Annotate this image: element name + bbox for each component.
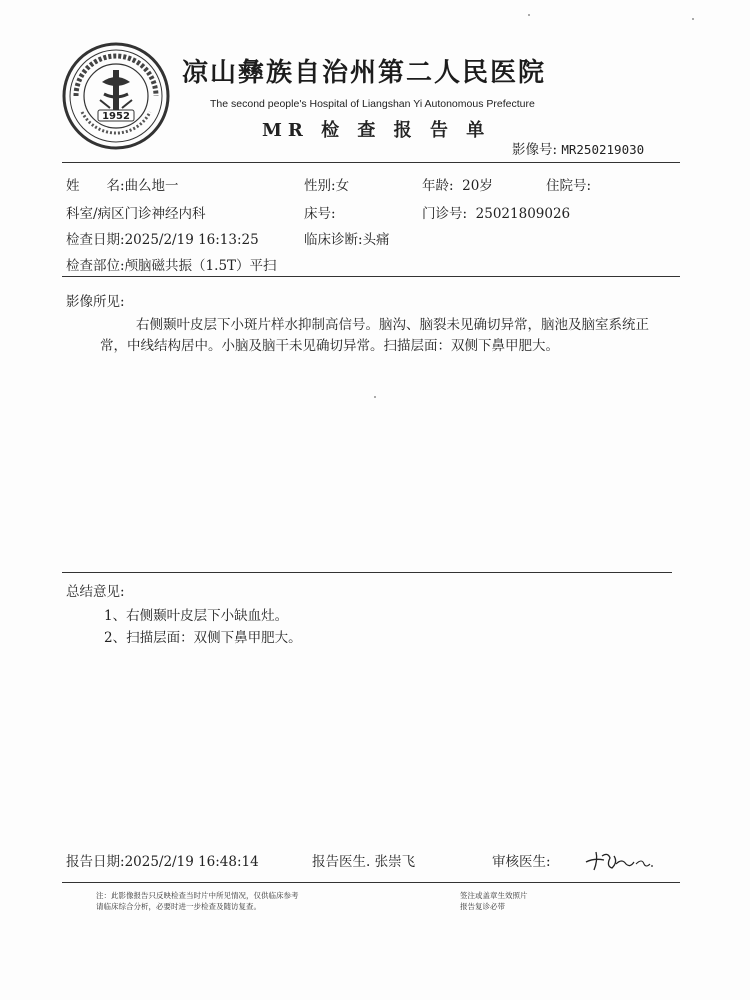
hospital-name-en: The second people's Hospital of Liangshan Yi Autonomous Prefecture <box>210 98 535 110</box>
report-title: MR 检 查 报 告 单 <box>262 120 491 141</box>
exam-date <box>66 228 259 248</box>
report-doctor-value: 张崇飞 <box>374 854 416 870</box>
hospital-seal-logo <box>62 42 170 150</box>
inpatient-number-label: 住院号: <box>546 178 592 194</box>
disclaimer-line-2: 请临床综合分析，必要时进一步检查及随访复查。 <box>96 902 261 911</box>
summary-item: 1、右侧颞叶皮层下小缺血灶。 <box>104 608 289 624</box>
image-number-value: MR250219030 <box>561 142 645 157</box>
findings-label: 影像所见: <box>66 294 125 310</box>
patient-age <box>422 174 493 194</box>
department <box>66 202 206 222</box>
sex-value: 女 <box>335 178 350 194</box>
age-value: 20岁 <box>462 178 493 194</box>
inpatient-number <box>546 174 591 194</box>
summary-label: 总结意见: <box>66 584 125 600</box>
patient-name <box>66 174 179 194</box>
sex-label: 性别: <box>304 178 336 194</box>
patient-name-value: 曲么地一 <box>124 178 179 194</box>
hospital-name-cn: 凉山彝族自治州第二人民医院 <box>182 58 547 88</box>
image-number-label: 影像号: <box>512 142 558 158</box>
patient-name-label: 姓 名: <box>66 178 125 194</box>
report-date-value: 2025/2/19 16:48:14 <box>124 854 259 870</box>
patient-sex <box>304 174 349 194</box>
reviewer-signature <box>584 844 656 874</box>
seal-year: 1952 <box>102 111 130 122</box>
department-value: 门诊神经内科 <box>124 206 206 222</box>
outpatient-number <box>422 202 570 222</box>
bed-number <box>304 202 336 222</box>
outpatient-number-value: 25021809026 <box>475 206 571 222</box>
validity-line-2: 报告复诊必带 <box>460 902 505 911</box>
clinical-diagnosis <box>304 228 390 248</box>
report-date <box>66 850 259 870</box>
header-rule <box>62 162 680 163</box>
findings-text: 右侧颞叶皮层下小斑片样水抑制高信号。脑沟、脑裂未见确切异常，脑池及脑室系统正常，中线结构居中。小脑及脑干未见确切异常。扫描层面：双侧下鼻甲肥大。 <box>100 317 649 354</box>
disclaimer-note <box>96 890 299 912</box>
report-doctor <box>312 850 415 870</box>
disclaimer-line-1: 注：此影像报告只反映检查当时片中所见情况，仅供临床参考 <box>96 891 299 900</box>
clinical-diagnosis-value: 头痛 <box>362 232 390 248</box>
summary-item: 2、扫描层面：双侧下鼻甲肥大。 <box>104 630 302 646</box>
validity-note <box>460 890 528 912</box>
exam-site <box>66 254 277 274</box>
report-date-label: 报告日期: <box>66 854 125 870</box>
findings-rule <box>62 572 672 573</box>
scan-artifact <box>528 14 530 16</box>
report-doctor-label: 报告医生. <box>312 854 371 870</box>
clinical-diagnosis-label: 临床诊断: <box>304 232 363 248</box>
department-label: 科室/病区 <box>66 206 125 222</box>
exam-date-label: 检查日期: <box>66 232 125 248</box>
info-rule <box>62 276 680 277</box>
image-number <box>512 138 644 158</box>
reviewer <box>492 850 551 870</box>
validity-line-1: 签注或盖章生效照片 <box>460 891 528 900</box>
scan-artifact <box>692 18 694 20</box>
exam-date-value: 2025/2/19 16:13:25 <box>124 232 259 248</box>
bed-label: 床号: <box>304 206 336 222</box>
exam-site-label: 检查部位: <box>66 258 125 274</box>
outpatient-number-label: 门诊号: <box>422 206 468 222</box>
exam-site-value: 颅脑磁共振（1.5T）平扫 <box>124 258 277 274</box>
scan-artifact <box>374 396 376 398</box>
footer-rule <box>62 882 680 883</box>
age-label: 年龄: <box>422 178 454 194</box>
reviewer-label: 审核医生: <box>492 854 551 870</box>
